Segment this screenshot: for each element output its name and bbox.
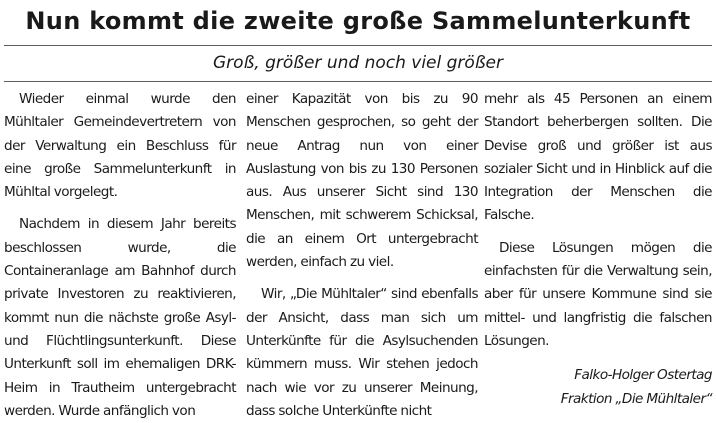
author-name: Falko-Holger Ostertag [574,367,712,384]
article-column-2 [246,88,478,423]
column-1-paragraph-1: Wieder einmal wurde den Mühltaler Gemeindevertretern von der Verwaltung ein Beschluss für eine große Sammelunterkunft in Mühltal vorgelegt. [4,91,236,201]
author-signature [484,364,712,411]
headline-divider-bottom [4,81,712,82]
article-column-1 [4,88,236,423]
article-column-3 [484,88,712,411]
headline-divider-top [4,45,712,46]
article-subtitle: Groß, größer und noch viel größer [213,53,503,73]
column-2-paragraph-2: Wir, „Die Mühltaler“ sind ebenfalls der Ansicht, dass man sich um Unterkünfte für die Asylsuchenden kümmern muss. Wir stehen jedoch nach wie vor zu unserer Meinung, dass solche Unterkünfte nicht [246,286,478,419]
column-1-paragraph-2: Nachdem in diesem Jahr bereits beschlossen wurde, die Containeranlage am Bahnhof durch private Investoren zu reaktivieren, kommt nun die nächste große Asyl- und Flüchtlingsunterkunft. Diese Unterkunft soll im ehemaligen DRK-Heim in Trautheim untergebracht werden. Wurde anfänglich von [4,216,236,419]
article-headline: Nun kommt die zweite große Sammelunterkunft [25,7,691,35]
column-3-paragraph-1: mehr als 45 Personen an einem Standort beherbergen sollten. Die Devise groß und größer ist aus sozialer Sicht und in Hinblick auf die Integration der Menschen die Falsche. [484,91,712,224]
column-3-paragraph-2: Diese Lösungen mögen die einfachsten für die Verwaltung sein, aber für unsere Kommune sind sie mittel- und langfristig die falschen Lösungen. [484,239,712,349]
author-faction: Fraktion „Die Mühltaler“ [560,390,712,407]
column-2-paragraph-1: einer Kapazität von bis zu 90 Menschen gesprochen, so geht der neue Antrag nun von einer Auslastung von bis zu 130 Personen aus. Aus unserer Sicht sind 130 Menschen, mit schwerem Schicksal, die an einem Ort untergebracht werden, einfach zu viel. [246,91,478,271]
